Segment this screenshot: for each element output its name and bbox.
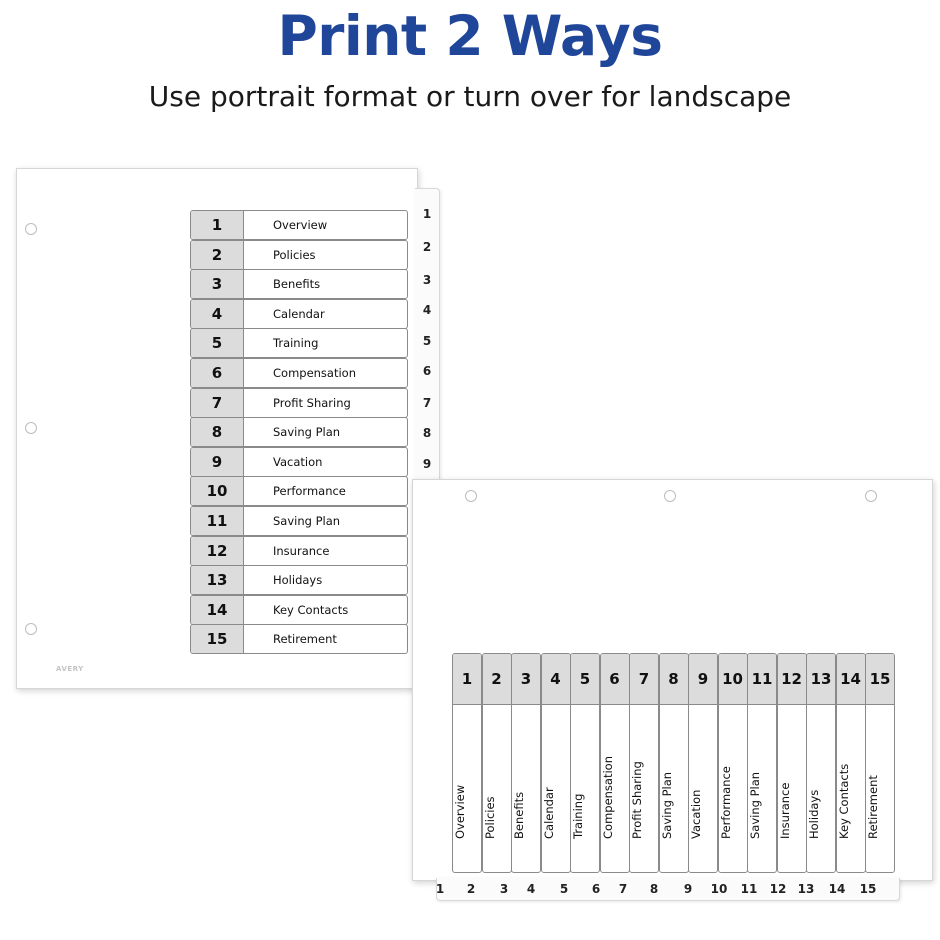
toc-number: 11 — [191, 507, 244, 535]
toc-label: Insurance — [777, 782, 792, 839]
toc-label: Benefits — [512, 791, 526, 839]
toc-label: Training — [273, 336, 319, 351]
punch-hole — [664, 490, 676, 502]
landscape-tab-number: 12 — [769, 882, 787, 896]
landscape-tab-number: 8 — [649, 882, 659, 896]
toc-label: Compensation — [600, 756, 615, 839]
toc-label: Saving Plan — [659, 771, 674, 839]
toc-label: Calendar — [541, 787, 556, 839]
punch-hole — [465, 490, 477, 502]
toc-label: Retirement — [273, 632, 337, 647]
landscape-toc-column — [659, 653, 689, 873]
toc-number: 15 — [866, 654, 894, 705]
landscape-toc-column — [541, 653, 571, 873]
landscape-tab-number: 2 — [466, 882, 476, 896]
landscape-toc-column — [718, 653, 748, 873]
landscape-toc-column — [865, 653, 895, 873]
toc-row — [190, 595, 408, 625]
toc-number: 5 — [191, 329, 244, 357]
toc-number: 12 — [191, 537, 244, 565]
toc-row — [190, 240, 408, 270]
toc-number: 6 — [601, 654, 629, 705]
toc-label: Profit Sharing — [630, 761, 644, 839]
toc-label: Performance — [718, 766, 733, 839]
toc-row — [190, 328, 408, 358]
toc-number: 15 — [191, 625, 244, 653]
toc-number: 4 — [542, 654, 570, 705]
toc-number: 8 — [191, 418, 244, 446]
toc-label: Policies — [273, 247, 316, 262]
landscape-toc-column — [452, 653, 482, 873]
toc-number: 9 — [689, 654, 717, 705]
landscape-toc-column — [570, 653, 600, 873]
toc-row — [190, 269, 408, 299]
toc-label: Retirement — [866, 775, 880, 839]
toc-number: 8 — [660, 654, 688, 705]
landscape-tab-number: 3 — [499, 882, 509, 896]
toc-number: 1 — [191, 211, 244, 239]
toc-number: 13 — [807, 654, 835, 705]
toc-label: Compensation — [273, 366, 356, 380]
toc-row — [190, 506, 408, 536]
toc-number: 13 — [191, 566, 244, 594]
landscape-tab-number: 13 — [797, 882, 815, 896]
toc-label: Vacation — [273, 454, 323, 469]
toc-number: 4 — [191, 300, 244, 328]
toc-number: 5 — [571, 654, 599, 705]
toc-row — [190, 447, 408, 477]
toc-label: Policies — [482, 796, 497, 839]
toc-label: Performance — [273, 484, 346, 499]
landscape-tab-number: 5 — [559, 882, 569, 896]
toc-number: 9 — [191, 448, 244, 476]
toc-label: Overview — [273, 218, 328, 232]
toc-number: 1 — [453, 654, 481, 705]
toc-label: Training — [571, 793, 585, 839]
toc-number: 3 — [512, 654, 540, 705]
toc-row — [190, 388, 408, 418]
portrait-tab-number: 2 — [422, 240, 432, 254]
toc-number: 10 — [191, 477, 244, 505]
toc-number: 14 — [837, 654, 865, 705]
toc-number: 7 — [630, 654, 658, 705]
toc-label: Vacation — [689, 789, 703, 839]
toc-number: 7 — [191, 389, 244, 417]
toc-label: Holidays — [807, 789, 821, 839]
toc-label: Benefits — [273, 277, 321, 292]
landscape-toc-column — [600, 653, 630, 873]
toc-label: Key Contacts — [836, 763, 851, 839]
landscape-toc-column — [688, 653, 718, 873]
toc-row — [190, 565, 408, 595]
punch-hole — [25, 623, 37, 635]
toc-number: 2 — [191, 241, 244, 269]
toc-row — [190, 476, 408, 506]
portrait-tab-number: 1 — [422, 207, 432, 221]
landscape-toc-column — [482, 653, 512, 873]
toc-label: Insurance — [273, 543, 330, 558]
punch-hole — [865, 490, 877, 502]
toc-number: 3 — [191, 270, 244, 298]
landscape-tab-number: 1 — [435, 882, 445, 896]
landscape-tab-number: 9 — [683, 882, 693, 896]
portrait-tab-number: 6 — [422, 364, 432, 378]
toc-number: 14 — [191, 596, 244, 624]
brand-logo: AVERY — [56, 665, 84, 673]
toc-label: Saving Plan — [273, 425, 341, 440]
landscape-tab-number: 6 — [591, 882, 601, 896]
portrait-tab-number: 8 — [422, 426, 432, 440]
toc-label: Calendar — [273, 306, 325, 321]
toc-number: 11 — [748, 654, 776, 705]
landscape-toc-column — [836, 653, 866, 873]
punch-hole — [25, 223, 37, 235]
page-title: Print 2 Ways — [277, 4, 663, 68]
portrait-tab-number: 9 — [422, 457, 432, 471]
portrait-tab-number: 3 — [422, 273, 432, 287]
landscape-tab-number: 10 — [710, 882, 728, 896]
landscape-tab-number: 7 — [618, 882, 628, 896]
toc-row — [190, 536, 408, 566]
toc-number: 6 — [191, 359, 244, 387]
toc-number: 2 — [483, 654, 511, 705]
toc-label: Profit Sharing — [273, 395, 351, 410]
toc-row — [190, 417, 408, 447]
landscape-toc-column — [777, 653, 807, 873]
toc-row — [190, 358, 408, 388]
landscape-toc-column — [747, 653, 777, 873]
toc-row — [190, 299, 408, 329]
punch-hole — [25, 422, 37, 434]
portrait-tab-number: 5 — [422, 334, 432, 348]
landscape-toc-column — [806, 653, 836, 873]
landscape-tab-number: 15 — [859, 882, 877, 896]
landscape-toc-column — [511, 653, 541, 873]
toc-label: Saving Plan — [748, 771, 762, 839]
landscape-toc-column — [629, 653, 659, 873]
landscape-tab-number: 14 — [828, 882, 846, 896]
page-subtitle: Use portrait format or turn over for landscape — [148, 80, 792, 113]
toc-label: Saving Plan — [273, 514, 341, 528]
toc-row — [190, 210, 408, 240]
toc-label: Overview — [453, 784, 467, 839]
portrait-tab-number: 7 — [422, 396, 432, 410]
toc-label: Key Contacts — [273, 602, 349, 617]
landscape-tab-number: 11 — [740, 882, 758, 896]
toc-number: 10 — [719, 654, 747, 705]
toc-row — [190, 624, 408, 654]
toc-number: 12 — [778, 654, 806, 705]
landscape-tab-number: 4 — [526, 882, 536, 896]
toc-label: Holidays — [273, 573, 323, 588]
portrait-tab-number: 4 — [422, 303, 432, 317]
